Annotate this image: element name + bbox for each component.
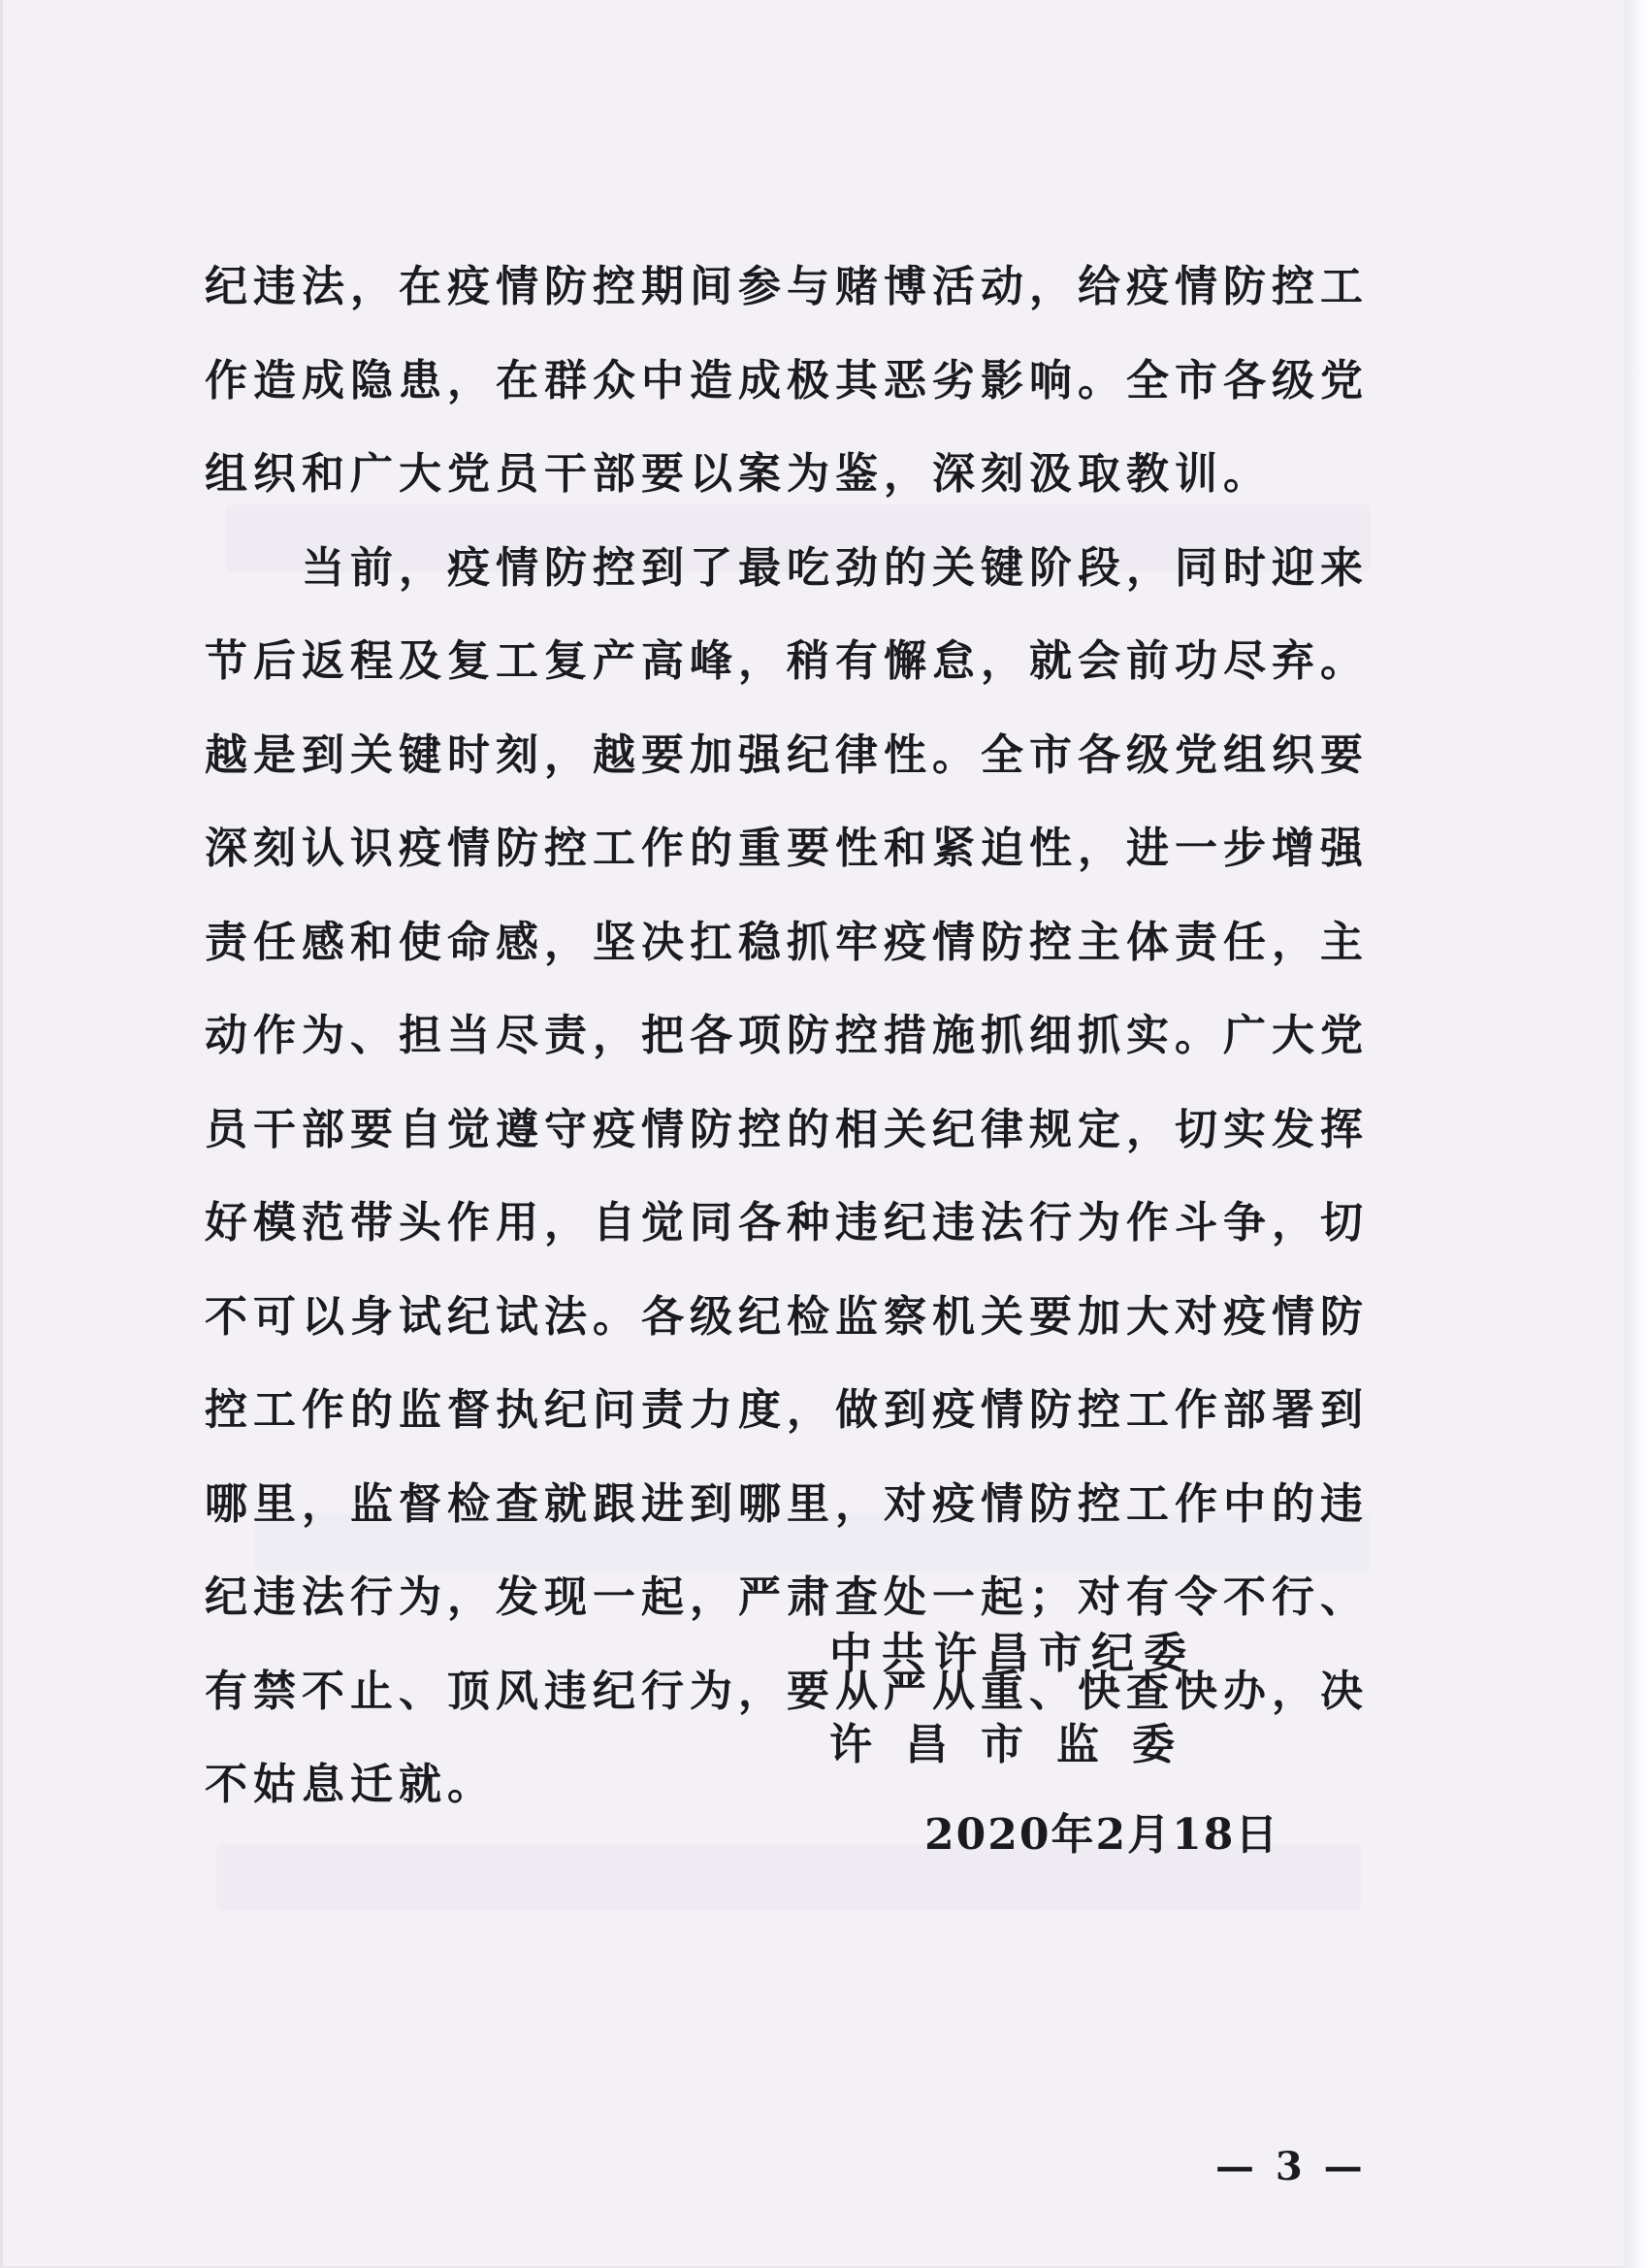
signature-org-discipline-commission: 中共许昌市纪委 [829, 1629, 1196, 1678]
signature-date: 2020年2月18日 [924, 1810, 1280, 1860]
page-number: — 3 — [1215, 2144, 1367, 2189]
signature-org-supervision-commission: 许昌市监委 [829, 1720, 1208, 1769]
page-edge-shadow [1624, 0, 1649, 2268]
body-text [205, 241, 1369, 1832]
paragraph-2: 当前，疫情防控到了最吃劲的关键阶段，同时迎来节后返程及复工复产高峰，稍有懈怠，就会前功尽弃。越是到关键时刻，越要加强纪律性。全市各级党组织要深刻认识疫情防控工作的重要性和紧迫性，进一步增强责任感和使命感，坚决扛稳抓牢疫情防控主体责任，主动作为、担当尽责，把各项防控措施抓细抓实。广大党员干部要自觉遵守疫情防控的相关纪律规定，切实发挥好模范带头作用，自觉同各种违纪违法行为作斗争，切不可以身试纪试法。各级纪检监察机关要加大对疫情防控工作的监督执纪问责力度，做到疫情防控工作部署到哪里，监督检查就跟进到哪里，对疫情防控工作中的违纪违法行为，发现一起，严肃查处一起；对有令不行、有禁不止、顶风违纪行为，要从严从重、快查快办，决不姑息迁就。 [205, 542, 1369, 1809]
paragraph-1: 纪违法，在疫情防控期间参与赌博活动，给疫情防控工作造成隐患，在群众中造成极其恶劣影响。全市各级党组织和广大党员干部要以案为鉴，深刻汲取教训。 [205, 262, 1369, 499]
